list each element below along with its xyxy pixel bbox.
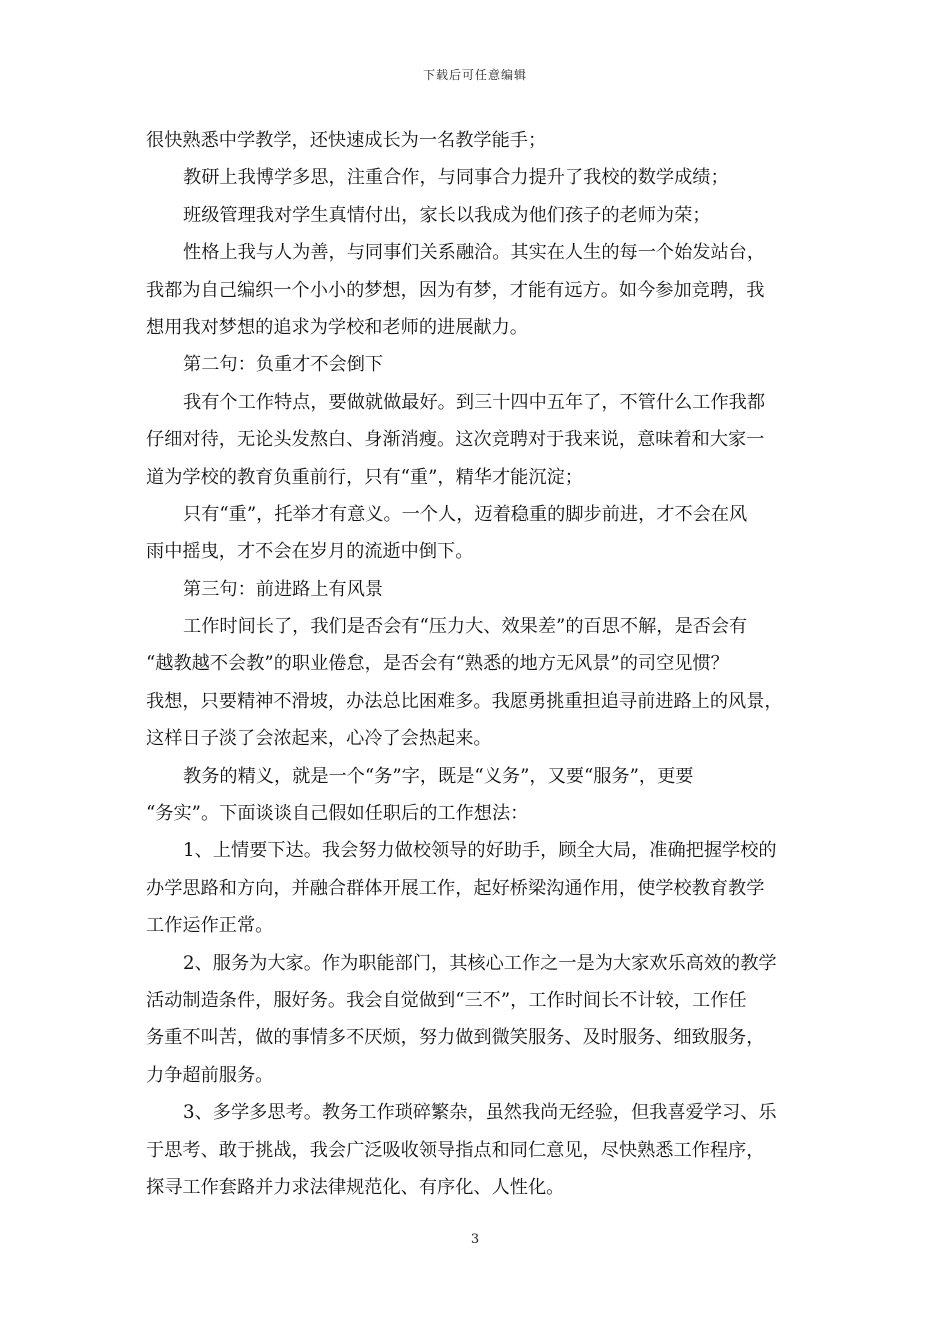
text-line: 力争超前服务。	[146, 1064, 274, 1086]
text-line: 于思考、敢于挑战，我会广泛吸收领导指点和同仁意见，尽快熟悉工作程序，	[146, 1139, 765, 1161]
text-line: 工作时间长了，我们是否会有“压力大、效果差”的百思不解，是否会有	[183, 616, 748, 638]
text-line: 雨中摇曳，才不会在岁月的流逝中倒下。	[146, 541, 474, 563]
text-line: 工作运作正常。	[146, 915, 274, 937]
text-line: 想用我对梦想的追求为学校和老师的进展献力。	[146, 316, 528, 338]
text-line: 1、上情要下达。我会努力做校领导的好助手，顾全大局，准确把握学校的	[183, 840, 777, 862]
text-line: 我想，只要精神不滑坡，办法总比困难多。我愿勇挑重担追寻前进路上的风景，	[146, 690, 783, 712]
text-line: “务实”。下面谈谈自己假如任职后的工作想法：	[146, 803, 529, 825]
text-line: 探寻工作套路并力求法律规范化、有序化、人性化。	[146, 1176, 565, 1198]
text-line: 教研上我博学多思，注重合作，与同事合力提升了我校的数学成绩；	[183, 167, 729, 189]
text-line: 务重不叫苦，做的事情多不厌烦，努力做到微笑服务、及时服务、细致服务，	[146, 1027, 765, 1049]
text-line: “越教越不会教”的职业倦怠，是否会有“熟悉的地方无风景”的司空见惯？	[146, 653, 729, 675]
text-line: 教务的精义，就是一个“务”字，既是“义务”，又要“服务”，更要	[183, 765, 694, 787]
page-header: 下载后可任意编辑	[422, 68, 527, 82]
text-line: 办学思路和方向，并融合群体开展工作，起好桥梁沟通作用，使学校教育教学	[146, 877, 765, 899]
text-line: 这样日子淡了会浓起来，心冷了会热起来。	[146, 728, 492, 750]
text-line: 3、多学多思考。教务工作琐碎繁杂，虽然我尚无经验，但我喜爱学习、乐	[183, 1102, 777, 1124]
section-heading: 第二句：负重才不会倒下	[183, 354, 384, 376]
text-line: 仔细对待，无论头发熬白、身渐消瘦。这次竞聘对于我来说，意味着和大家一	[146, 429, 765, 451]
text-line: 性格上我与人为善，与同事们关系融洽。其实在人生的每一个始发站台，	[183, 242, 766, 264]
text-line: 只有“重”，托举才有意义。一个人，迈着稳重的脚步前进，才不会在风	[183, 503, 748, 525]
section-heading: 第三句：前进路上有风景	[183, 578, 384, 600]
text-line: 我都为自己编织一个小小的梦想，因为有梦，才能有远方。如今参加竞聘，我	[146, 279, 765, 301]
text-line: 道为学校的教育负重前行，只有“重”，精华才能沉淀；	[146, 466, 583, 488]
text-line: 活动制造条件，服好务。我会自觉做到“三不”，工作时间长不计较，工作任	[146, 989, 747, 1011]
text-line: 2、服务为大家。作为职能部门，其核心工作之一是为大家欢乐高效的教学	[183, 952, 777, 974]
document-body	[146, 122, 822, 1206]
text-line: 班级管理我对学生真情付出，家长以我成为他们孩子的老师为荣；	[183, 204, 711, 226]
text-line: 很快熟悉中学教学，还快速成长为一名教学能手；	[146, 130, 547, 151]
page-number: 3	[470, 1232, 480, 1247]
text-line: 我有个工作特点，要做就做最好。到三十四中五年了，不管什么工作我都	[183, 391, 766, 413]
